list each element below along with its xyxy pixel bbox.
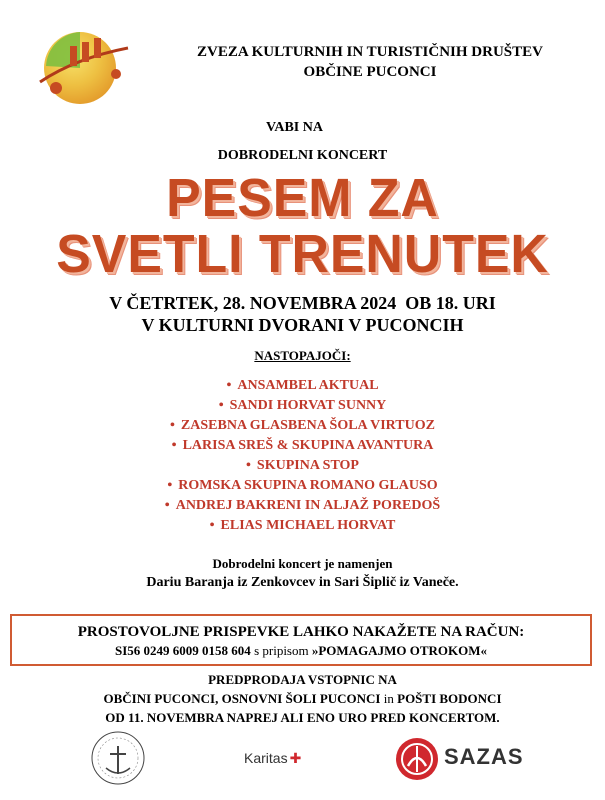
event-type bbox=[0, 148, 605, 164]
performers-heading: NASTOPAJOČI: bbox=[254, 348, 351, 363]
performer-item bbox=[0, 376, 605, 396]
sazas-logo-icon bbox=[394, 736, 440, 782]
donation-line2 bbox=[12, 642, 590, 660]
organization-logo-icon bbox=[36, 30, 132, 114]
bullet-dot-icon: • bbox=[171, 438, 177, 453]
karitas-logo bbox=[244, 750, 301, 767]
performer-item bbox=[0, 436, 605, 456]
invites-text bbox=[0, 120, 605, 136]
event-when bbox=[0, 292, 605, 336]
bullet-dot-icon: • bbox=[170, 418, 175, 433]
performer-name: ELIAS MICHAEL HORVAT bbox=[220, 518, 396, 533]
donation-with-note: s pripisom bbox=[254, 643, 309, 658]
performer-name: ROMSKA SKUPINA ROMANO GLAUSO bbox=[178, 478, 438, 493]
donation-account: SI56 0249 6009 0158 604 bbox=[115, 643, 251, 658]
performer-item bbox=[0, 516, 605, 536]
bullet-dot-icon: • bbox=[246, 458, 251, 473]
presale-line3: OD 11. NOVEMBRA NAPREJ ALI ENO URO PRED KONCERTOM. bbox=[105, 710, 500, 725]
presale-line2a: OBČINI PUCONCI, OSNOVNI ŠOLI PUCONCI bbox=[103, 691, 381, 706]
event-place: V KULTURNI DVORANI V PUCONCIH bbox=[141, 315, 464, 335]
bullet-dot-icon: • bbox=[226, 378, 232, 393]
presale-line2c: POŠTI BODONCI bbox=[397, 691, 502, 706]
event-type-label: DOBRODELNI KONCERT bbox=[217, 148, 388, 163]
presale-text bbox=[0, 670, 605, 727]
performer-item bbox=[0, 416, 605, 436]
performer-name: SKUPINA STOP bbox=[256, 458, 359, 473]
sazas-logo bbox=[394, 736, 534, 782]
podpornica-logo-icon bbox=[88, 728, 148, 788]
donation-line1: PROSTOVOLJNE PRISPEVKE LAHKO NAKAŽETE NA RAČUN: bbox=[77, 624, 525, 640]
performer-name: SANDI HORVAT SUNNY bbox=[229, 398, 387, 413]
donation-box bbox=[10, 614, 592, 666]
presale-line2 bbox=[0, 689, 605, 708]
purpose-text bbox=[0, 554, 605, 592]
performer-name: ZASEBNA GLASBENA ŠOLA VIRTUOZ bbox=[180, 418, 435, 433]
invites-label: VABI NA bbox=[266, 120, 323, 135]
sazas-label: SAZAS bbox=[444, 744, 524, 769]
performer-item bbox=[0, 476, 605, 496]
bullet-dot-icon: • bbox=[218, 398, 224, 413]
performer-item bbox=[0, 496, 605, 516]
event-title-line2: SVETLI TRENUTEK bbox=[56, 224, 549, 284]
presale-line2b: in bbox=[383, 691, 394, 706]
karitas-label: Karitas bbox=[244, 750, 288, 766]
performer-name: ANSAMBEL AKTUAL bbox=[237, 378, 379, 393]
event-date-time: V ČETRTEK, 28. NOVEMBRA 2024 OB 18. URI bbox=[109, 293, 496, 313]
performers-list bbox=[0, 376, 605, 536]
performer-item bbox=[0, 456, 605, 476]
donation-note: »POMAGAJMO OTROKOM« bbox=[311, 643, 487, 658]
bullet-dot-icon: • bbox=[209, 518, 215, 533]
bullet-dot-icon: • bbox=[164, 498, 170, 513]
organization-line2: OBČINE PUCONCI bbox=[303, 64, 437, 80]
karitas-cross-icon: ✚ bbox=[289, 750, 302, 766]
performer-name: LARISA SREŠ & SKUPINA AVANTURA bbox=[182, 438, 434, 453]
purpose-line1: Dobrodelni koncert je namenjen bbox=[212, 556, 393, 571]
presale-line1: PREDPRODAJA VSTOPNIC NA bbox=[208, 672, 397, 687]
performer-name: ANDREJ BAKRENI IN ALJAŽ POREDOŠ bbox=[175, 498, 441, 513]
event-title-line1: PESEM ZA bbox=[166, 168, 439, 228]
performer-item bbox=[0, 396, 605, 416]
bullet-dot-icon: • bbox=[167, 478, 173, 493]
organization-line1: ZVEZA KULTURNIH IN TURISTIČNIH DRUŠTEV bbox=[197, 44, 543, 60]
purpose-line2: Dariu Baranja iz Zenkovcev in Sari Šiplič iz Vaneče. bbox=[146, 575, 459, 590]
organization-name bbox=[140, 42, 600, 82]
